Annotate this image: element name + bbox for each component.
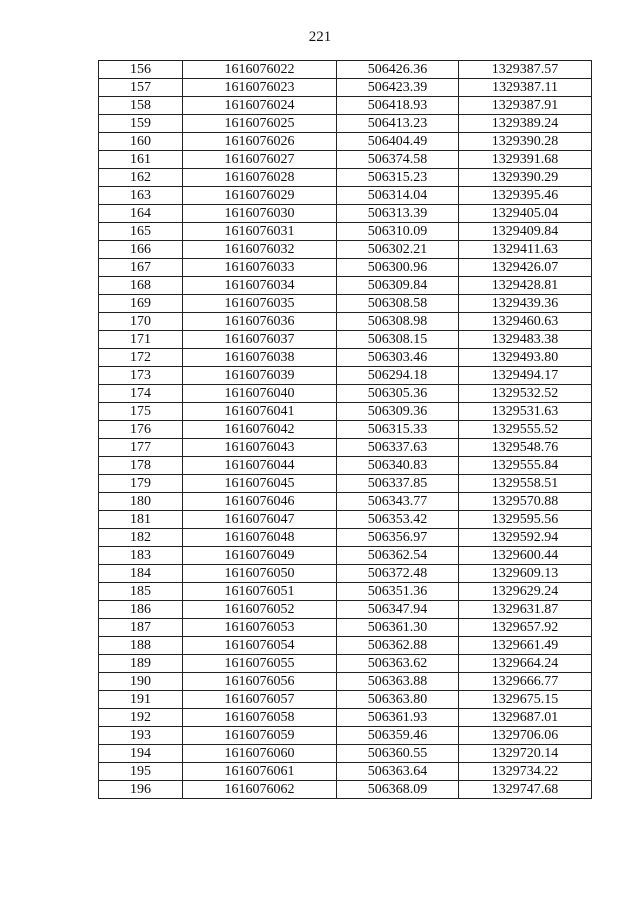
- x-coordinate-cell: 506302.21: [337, 241, 459, 259]
- x-coordinate-cell: 506363.80: [337, 691, 459, 709]
- point-id-cell: 1616076037: [183, 331, 337, 349]
- point-id-cell: 1616076038: [183, 349, 337, 367]
- x-coordinate-cell: 506363.88: [337, 673, 459, 691]
- point-id-cell: 1616076050: [183, 565, 337, 583]
- point-id-cell: 1616076060: [183, 745, 337, 763]
- table-row: [99, 583, 592, 601]
- point-id-cell: 1616076057: [183, 691, 337, 709]
- x-coordinate-cell: 506310.09: [337, 223, 459, 241]
- point-number-cell: 159: [99, 115, 183, 133]
- point-number-cell: 169: [99, 295, 183, 313]
- point-number-cell: 182: [99, 529, 183, 547]
- x-coordinate-cell: 506340.83: [337, 457, 459, 475]
- table-row: [99, 61, 592, 79]
- point-number-cell: 195: [99, 763, 183, 781]
- point-id-cell: 1616076039: [183, 367, 337, 385]
- point-id-cell: 1616076023: [183, 79, 337, 97]
- table-row: [99, 187, 592, 205]
- y-coordinate-cell: 1329411.63: [459, 241, 592, 259]
- coordinates-table: [98, 60, 592, 799]
- table-row: [99, 475, 592, 493]
- point-number-cell: 171: [99, 331, 183, 349]
- x-coordinate-cell: 506423.39: [337, 79, 459, 97]
- point-number-cell: 175: [99, 403, 183, 421]
- table-row: [99, 493, 592, 511]
- y-coordinate-cell: 1329391.68: [459, 151, 592, 169]
- table-row: [99, 169, 592, 187]
- point-number-cell: 196: [99, 781, 183, 799]
- point-number-cell: 180: [99, 493, 183, 511]
- point-number-cell: 163: [99, 187, 183, 205]
- table-row: [99, 745, 592, 763]
- x-coordinate-cell: 506303.46: [337, 349, 459, 367]
- point-number-cell: 160: [99, 133, 183, 151]
- point-number-cell: 162: [99, 169, 183, 187]
- y-coordinate-cell: 1329548.76: [459, 439, 592, 457]
- point-id-cell: 1616076028: [183, 169, 337, 187]
- x-coordinate-cell: 506309.84: [337, 277, 459, 295]
- x-coordinate-cell: 506360.55: [337, 745, 459, 763]
- y-coordinate-cell: 1329428.81: [459, 277, 592, 295]
- table-row: [99, 601, 592, 619]
- point-id-cell: 1616076032: [183, 241, 337, 259]
- table-row: [99, 511, 592, 529]
- point-number-cell: 156: [99, 61, 183, 79]
- table-row: [99, 133, 592, 151]
- table-row: [99, 619, 592, 637]
- y-coordinate-cell: 1329387.11: [459, 79, 592, 97]
- point-number-cell: 173: [99, 367, 183, 385]
- y-coordinate-cell: 1329720.14: [459, 745, 592, 763]
- y-coordinate-cell: 1329664.24: [459, 655, 592, 673]
- x-coordinate-cell: 506363.64: [337, 763, 459, 781]
- y-coordinate-cell: 1329390.29: [459, 169, 592, 187]
- x-coordinate-cell: 506337.85: [337, 475, 459, 493]
- y-coordinate-cell: 1329426.07: [459, 259, 592, 277]
- x-coordinate-cell: 506413.23: [337, 115, 459, 133]
- y-coordinate-cell: 1329555.84: [459, 457, 592, 475]
- table-row: [99, 565, 592, 583]
- y-coordinate-cell: 1329666.77: [459, 673, 592, 691]
- x-coordinate-cell: 506359.46: [337, 727, 459, 745]
- point-id-cell: 1616076055: [183, 655, 337, 673]
- table-row: [99, 421, 592, 439]
- point-number-cell: 172: [99, 349, 183, 367]
- table-body: [99, 61, 592, 799]
- table-row: [99, 637, 592, 655]
- point-number-cell: 184: [99, 565, 183, 583]
- point-id-cell: 1616076052: [183, 601, 337, 619]
- table-row: [99, 727, 592, 745]
- point-id-cell: 1616076044: [183, 457, 337, 475]
- table-row: [99, 205, 592, 223]
- point-number-cell: 192: [99, 709, 183, 727]
- table-row: [99, 781, 592, 799]
- y-coordinate-cell: 1329387.91: [459, 97, 592, 115]
- point-number-cell: 179: [99, 475, 183, 493]
- table-row: [99, 277, 592, 295]
- point-number-cell: 194: [99, 745, 183, 763]
- x-coordinate-cell: 506300.96: [337, 259, 459, 277]
- y-coordinate-cell: 1329661.49: [459, 637, 592, 655]
- point-id-cell: 1616076062: [183, 781, 337, 799]
- y-coordinate-cell: 1329631.87: [459, 601, 592, 619]
- x-coordinate-cell: 506363.62: [337, 655, 459, 673]
- y-coordinate-cell: 1329409.84: [459, 223, 592, 241]
- point-id-cell: 1616076058: [183, 709, 337, 727]
- x-coordinate-cell: 506315.23: [337, 169, 459, 187]
- x-coordinate-cell: 506374.58: [337, 151, 459, 169]
- table-row: [99, 385, 592, 403]
- x-coordinate-cell: 506305.36: [337, 385, 459, 403]
- x-coordinate-cell: 506308.98: [337, 313, 459, 331]
- x-coordinate-cell: 506368.09: [337, 781, 459, 799]
- point-number-cell: 189: [99, 655, 183, 673]
- y-coordinate-cell: 1329675.15: [459, 691, 592, 709]
- point-id-cell: 1616076051: [183, 583, 337, 601]
- table-row: [99, 223, 592, 241]
- y-coordinate-cell: 1329734.22: [459, 763, 592, 781]
- table-row: [99, 457, 592, 475]
- point-number-cell: 170: [99, 313, 183, 331]
- y-coordinate-cell: 1329570.88: [459, 493, 592, 511]
- point-number-cell: 157: [99, 79, 183, 97]
- point-id-cell: 1616076056: [183, 673, 337, 691]
- table-row: [99, 151, 592, 169]
- y-coordinate-cell: 1329493.80: [459, 349, 592, 367]
- point-id-cell: 1616076041: [183, 403, 337, 421]
- table-row: [99, 97, 592, 115]
- y-coordinate-cell: 1329532.52: [459, 385, 592, 403]
- point-id-cell: 1616076043: [183, 439, 337, 457]
- point-number-cell: 183: [99, 547, 183, 565]
- x-coordinate-cell: 506309.36: [337, 403, 459, 421]
- x-coordinate-cell: 506426.36: [337, 61, 459, 79]
- y-coordinate-cell: 1329747.68: [459, 781, 592, 799]
- point-number-cell: 186: [99, 601, 183, 619]
- table-row: [99, 241, 592, 259]
- table-row: [99, 349, 592, 367]
- y-coordinate-cell: 1329555.52: [459, 421, 592, 439]
- y-coordinate-cell: 1329687.01: [459, 709, 592, 727]
- point-number-cell: 167: [99, 259, 183, 277]
- point-id-cell: 1616076024: [183, 97, 337, 115]
- point-id-cell: 1616076061: [183, 763, 337, 781]
- x-coordinate-cell: 506361.93: [337, 709, 459, 727]
- point-id-cell: 1616076045: [183, 475, 337, 493]
- point-number-cell: 178: [99, 457, 183, 475]
- point-id-cell: 1616076036: [183, 313, 337, 331]
- table-row: [99, 295, 592, 313]
- point-number-cell: 168: [99, 277, 183, 295]
- x-coordinate-cell: 506337.63: [337, 439, 459, 457]
- point-id-cell: 1616076054: [183, 637, 337, 655]
- point-id-cell: 1616076033: [183, 259, 337, 277]
- point-id-cell: 1616076030: [183, 205, 337, 223]
- point-id-cell: 1616076035: [183, 295, 337, 313]
- point-number-cell: 176: [99, 421, 183, 439]
- point-id-cell: 1616076053: [183, 619, 337, 637]
- y-coordinate-cell: 1329706.06: [459, 727, 592, 745]
- point-number-cell: 177: [99, 439, 183, 457]
- x-coordinate-cell: 506343.77: [337, 493, 459, 511]
- point-id-cell: 1616076029: [183, 187, 337, 205]
- table-row: [99, 547, 592, 565]
- x-coordinate-cell: 506362.88: [337, 637, 459, 655]
- point-id-cell: 1616076034: [183, 277, 337, 295]
- y-coordinate-cell: 1329531.63: [459, 403, 592, 421]
- table-row: [99, 673, 592, 691]
- point-id-cell: 1616076022: [183, 61, 337, 79]
- x-coordinate-cell: 506308.58: [337, 295, 459, 313]
- y-coordinate-cell: 1329558.51: [459, 475, 592, 493]
- point-number-cell: 187: [99, 619, 183, 637]
- x-coordinate-cell: 506314.04: [337, 187, 459, 205]
- y-coordinate-cell: 1329595.56: [459, 511, 592, 529]
- x-coordinate-cell: 506294.18: [337, 367, 459, 385]
- table-row: [99, 79, 592, 97]
- point-number-cell: 188: [99, 637, 183, 655]
- point-id-cell: 1616076042: [183, 421, 337, 439]
- y-coordinate-cell: 1329494.17: [459, 367, 592, 385]
- x-coordinate-cell: 506313.39: [337, 205, 459, 223]
- point-id-cell: 1616076048: [183, 529, 337, 547]
- table-row: [99, 115, 592, 133]
- y-coordinate-cell: 1329389.24: [459, 115, 592, 133]
- table-row: [99, 313, 592, 331]
- table-row: [99, 439, 592, 457]
- table-row: [99, 655, 592, 673]
- x-coordinate-cell: 506356.97: [337, 529, 459, 547]
- y-coordinate-cell: 1329390.28: [459, 133, 592, 151]
- x-coordinate-cell: 506308.15: [337, 331, 459, 349]
- point-number-cell: 165: [99, 223, 183, 241]
- x-coordinate-cell: 506418.93: [337, 97, 459, 115]
- page-number: 221: [308, 29, 332, 45]
- point-number-cell: 164: [99, 205, 183, 223]
- point-id-cell: 1616076047: [183, 511, 337, 529]
- y-coordinate-cell: 1329629.24: [459, 583, 592, 601]
- point-id-cell: 1616076025: [183, 115, 337, 133]
- x-coordinate-cell: 506351.36: [337, 583, 459, 601]
- x-coordinate-cell: 506362.54: [337, 547, 459, 565]
- x-coordinate-cell: 506315.33: [337, 421, 459, 439]
- table-row: [99, 691, 592, 709]
- y-coordinate-cell: 1329439.36: [459, 295, 592, 313]
- x-coordinate-cell: 506404.49: [337, 133, 459, 151]
- table-row: [99, 331, 592, 349]
- point-id-cell: 1616076027: [183, 151, 337, 169]
- point-number-cell: 158: [99, 97, 183, 115]
- y-coordinate-cell: 1329405.04: [459, 205, 592, 223]
- y-coordinate-cell: 1329592.94: [459, 529, 592, 547]
- table-row: [99, 403, 592, 421]
- x-coordinate-cell: 506347.94: [337, 601, 459, 619]
- point-number-cell: 190: [99, 673, 183, 691]
- y-coordinate-cell: 1329600.44: [459, 547, 592, 565]
- point-id-cell: 1616076031: [183, 223, 337, 241]
- point-number-cell: 174: [99, 385, 183, 403]
- x-coordinate-cell: 506372.48: [337, 565, 459, 583]
- table-row: [99, 709, 592, 727]
- point-id-cell: 1616076046: [183, 493, 337, 511]
- point-id-cell: 1616076049: [183, 547, 337, 565]
- point-number-cell: 191: [99, 691, 183, 709]
- y-coordinate-cell: 1329460.63: [459, 313, 592, 331]
- y-coordinate-cell: 1329609.13: [459, 565, 592, 583]
- point-number-cell: 166: [99, 241, 183, 259]
- table-row: [99, 763, 592, 781]
- point-id-cell: 1616076040: [183, 385, 337, 403]
- point-id-cell: 1616076059: [183, 727, 337, 745]
- point-number-cell: 185: [99, 583, 183, 601]
- point-id-cell: 1616076026: [183, 133, 337, 151]
- x-coordinate-cell: 506361.30: [337, 619, 459, 637]
- table-row: [99, 529, 592, 547]
- y-coordinate-cell: 1329483.38: [459, 331, 592, 349]
- point-number-cell: 181: [99, 511, 183, 529]
- y-coordinate-cell: 1329387.57: [459, 61, 592, 79]
- table-row: [99, 259, 592, 277]
- y-coordinate-cell: 1329657.92: [459, 619, 592, 637]
- point-number-cell: 161: [99, 151, 183, 169]
- table-row: [99, 367, 592, 385]
- x-coordinate-cell: 506353.42: [337, 511, 459, 529]
- y-coordinate-cell: 1329395.46: [459, 187, 592, 205]
- point-number-cell: 193: [99, 727, 183, 745]
